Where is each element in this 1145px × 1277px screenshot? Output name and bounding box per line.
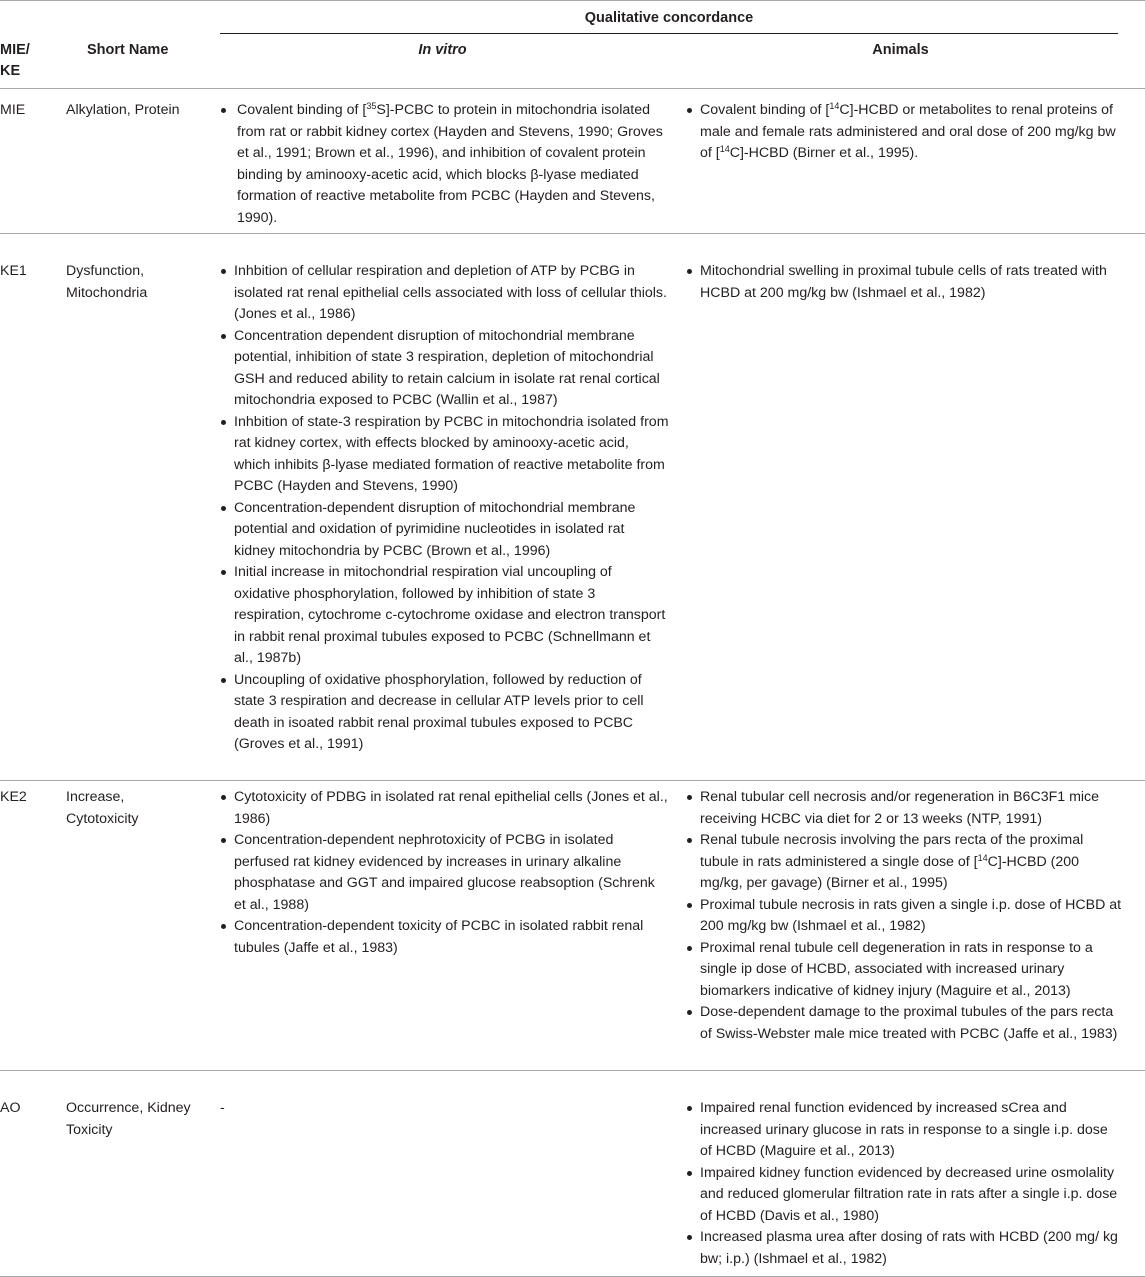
header-bottom-rule (0, 88, 1145, 89)
animals-item: Proximal tubule necrosis in rats given a single i.p. dose of HCBD at 200 mg/kg bw (Ishmael et al., 1982) (686, 895, 1122, 938)
animals-item: Proximal renal tubule cell degeneration in rats in response to a single ip dose of HCBD, associated with increased urinary biomarkers indicative of kidney injury (Maguire et al., 2013) (686, 938, 1122, 1003)
animals-item: Renal tubule necrosis involving the pars recta of the proximal tubule in rats administered a single dose of [$^{14}$C]-HCBD (200 mg/kg, per gavage) (Birner et al., 1995) (686, 830, 1122, 895)
animals-list-ke1 (686, 261, 1122, 304)
animals-list-ke2 (686, 787, 1122, 1045)
row-id-mie: MIE (0, 102, 26, 118)
animals-list-mie (686, 100, 1122, 165)
table-top-rule (0, 0, 1145, 1)
animals-item: Impaired kidney function evidenced by decreased urine osmolality and reduced glomerular filtration rate in rats after a single i.p. dose of HCBD (Davis et al., 1980) (686, 1163, 1122, 1228)
col-header-id-line1: MIE/ (0, 42, 30, 58)
animals-item: Covalent binding of [$^{14}$C]-HCBD or metabolites to renal proteins of male and female rats administered and oral dose of 200 mg/kg bw of [$^{14}$C]-HCBD (Birner et al., 1995). (686, 100, 1122, 165)
animals-item: Dose-dependent damage to the proximal tubules of the pars recta of Swiss-Webster male mice treated with PCBC (Jaffe et al., 1983) (686, 1002, 1122, 1045)
animals-item: Increased plasma urea after dosing of rats with HCBD (200 mg/ kg bw; i.p.) (Ishmael et al., 1982) (686, 1227, 1122, 1270)
col-header-short-name: Short Name (87, 42, 169, 58)
in-vitro-item: Cytotoxicity of PDBG in isolated rat renal epithelial cells (Jones et al., 1986) (220, 787, 669, 830)
in-vitro-item: Inhbition of cellular respiration and depletion of ATP by PCBG in isolated rat renal epithelial cells associated with loss of cellular thiols. (Jones et al., 1986) (220, 261, 669, 326)
row-short-name-ao: Occurrence, Kidney Toxicity (66, 1100, 191, 1138)
animals-item: Impaired renal function evidenced by increased sCrea and increased urinary glucose in rats in response to a single i.p. dose of HCBD (Maguire et al., 2013) (686, 1098, 1122, 1163)
in-vitro-item: Initial increase in mitochondrial respiration vial uncoupling of oxidative phosphorylation, followed by inhibition of state 3 respiration, cytochrome c-cytochrome oxidase and electron transport in rabbit renal proximal tubules exposed to PCBC (Schnellmann et al., 1987b) (220, 562, 669, 670)
in-vitro-item: Concentration dependent disruption of mitochondrial membrane potential, inhibition of state 3 respiration, depletion of mitochondrial GSH and reduced ability to retain calcium in isolate rat renal cortical mitochondria exposed to PCBC (Wallin et al., 1987) (220, 326, 669, 412)
group-header-rule (220, 33, 1118, 34)
in-vitro-empty-ao: - (220, 1100, 225, 1116)
row-id-ke2: KE2 (0, 789, 27, 805)
in-vitro-list-ke1 (220, 261, 669, 756)
col-header-in-vitro: In vitro (418, 42, 467, 58)
row-divider-mie (0, 233, 1145, 234)
in-vitro-item: Concentration-dependent toxicity of PCBC in isolated rabbit renal tubules (Jaffe et al., 1983) (220, 916, 669, 959)
row-divider-ke2 (0, 1070, 1145, 1071)
col-header-mie-ke (0, 40, 52, 82)
in-vitro-item: Concentration-dependent nephrotoxicity of PCBG in isolated perfused rat kidney evidenced by increases in urinary alkaline phosphatase and GGT and impaired glucose reabsoption (Schrenk et al., 1988) (220, 830, 669, 916)
row-id-ao: AO (0, 1100, 21, 1116)
row-divider-ke1 (0, 780, 1145, 781)
row-short-name-mie: Alkylation, Protein (66, 102, 180, 118)
row-id-ke1: KE1 (0, 263, 27, 279)
in-vitro-item: Inhbition of state-3 respiration by PCBC in mitochondria isolated from rat kidney cortex, with effects blocked by aminooxy-acetic acid, which inhibits β-lyase mediated formation of reactive metabolite from PCBC (Hayden and Stevens, 1990) (220, 412, 669, 498)
in-vitro-item: Covalent binding of [$^{35}$S]-PCBC to protein in mitochondria isolated from rat or rabbit kidney cortex (Hayden and Stevens, 1990; Groves et al., 1991; Brown et al., 1996), and inhibition of covalent protein binding by aminooxy-acetic acid, which blocks β-lyase mediated formation of reactive metabolite from PCBC (Hayden and Stevens, 1990). (220, 100, 668, 229)
animals-item: Mitochondrial swelling in proximal tubule cells of rats treated with HCBD at 200 mg/kg bw (Ishmael et al., 1982) (686, 261, 1122, 304)
col-header-id-line2: KE (0, 63, 21, 79)
row-short-name-ke2: Increase, Cytotoxicity (66, 789, 139, 827)
row-short-name-ke1: Dysfunction, Mitochondria (66, 263, 148, 301)
in-vitro-list-mie (220, 100, 668, 229)
col-header-animals: Animals (872, 42, 929, 58)
in-vitro-item: Concentration-dependent disruption of mitochondrial membrane potential and oxidation of pyrimidine nucleotides in isolated rat kidney mitochondria by PCBC (Brown et al., 1996) (220, 498, 669, 563)
animals-list-ao (686, 1098, 1122, 1270)
in-vitro-list-ke2 (220, 787, 669, 959)
qualitative-concordance-header: Qualitative concordance (584, 10, 754, 26)
in-vitro-item: Uncoupling of oxidative phosphorylation, followed by reduction of state 3 respiration and decrease in cellular ATP levels prior to cell death in isoated rabbit renal proximal tubules exposed to PCBC (Groves et al., 1991) (220, 670, 669, 756)
animals-item: Renal tubular cell necrosis and/or regeneration in B6C3F1 mice receiving HCBC via diet for 2 or 13 weeks (NTP, 1991) (686, 787, 1122, 830)
